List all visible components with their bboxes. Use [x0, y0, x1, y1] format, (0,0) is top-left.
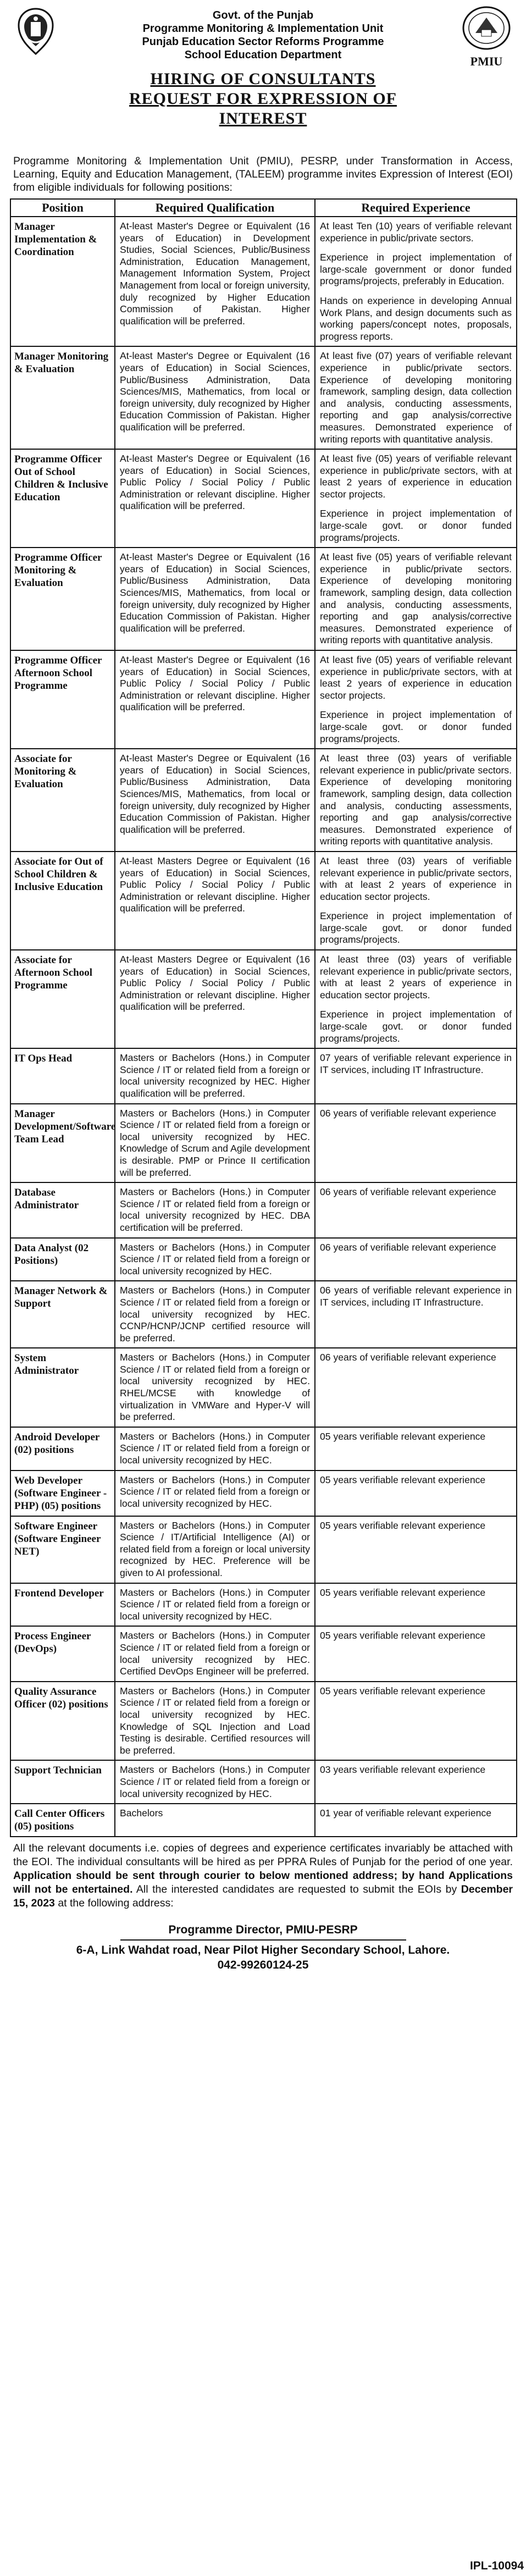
table-row: [10, 346, 517, 449]
experience-cell: [315, 1182, 517, 1237]
experience-cell: [315, 1427, 517, 1471]
qualification-cell: Masters or Bachelors (Hons.) in Computer Science / IT or related field from a foreign or local university recognized by HEC. Knowledge of SQL Injection and Load Testing is desirable. Certified resources will be preferred.: [115, 1682, 315, 1761]
address-block: [10, 1922, 516, 1972]
table-row: [10, 950, 517, 1048]
experience-cell: [315, 449, 517, 548]
experience-paragraph: 03 years verifiable relevant experience: [320, 1764, 486, 1776]
table-row: [10, 749, 517, 852]
qualification-cell: At-least Masters Degree or Equivalent (16 years of Education) in Social Sciences, Public Policy / Social Policy / Public Administration or relevant discipline. Higher qualification will be preferred.: [115, 852, 315, 950]
experience-cell: [315, 852, 517, 950]
qualification-cell: Masters or Bachelors (Hons.) in Computer Science / IT or related field from a foreign or local university recognized by HEC. RHEL/MCSE with knowledge of virtualization in VMWare and Hyper-V will be preferred.: [115, 1348, 315, 1427]
table-row: [10, 548, 517, 650]
table-row: [10, 1583, 517, 1627]
experience-paragraph: 06 years of verifiable relevant experience: [320, 1352, 496, 1363]
position-cell: Programme Officer Monitoring & Evaluation: [10, 548, 115, 650]
table-row: [10, 1104, 517, 1183]
unit-line: Programme Monitoring & Implementation Unit: [142, 23, 384, 35]
position-cell: Programme Officer Out of School Children & Inclusive Education: [10, 449, 115, 548]
position-cell: Call Center Officers (05) positions: [10, 1804, 115, 1837]
table-row: [10, 1626, 517, 1681]
experience-paragraph: 05 years verifiable relevant experience: [320, 1685, 486, 1696]
table-row: [10, 1182, 517, 1237]
experience-cell: [315, 749, 517, 852]
qualification-cell: Masters or Bachelors (Hons.) in Computer Science / IT or related field from a foreign or local university recognized by HEC. DBA certification will be preferred.: [115, 1182, 315, 1237]
table-row: [10, 852, 517, 950]
table-row: [10, 1760, 517, 1804]
position-cell: Database Administrator: [10, 1182, 115, 1237]
experience-paragraph: At least five (07) years of verifiable relevant experience in public/private sectors. Experience of developing monitoring framework, sampling design, data collection and analysis, conducting assessments, reporting and gap analysis/corrective measures. Demonstrated experience of writing reports with quantitative analysis.: [320, 350, 512, 445]
experience-paragraph: At least three (03) years of verifiable relevant experience in public/private sectors. Experience of developing monitoring framework, sampling design, data collection and analysis, conducting assessments, reporting and gap analysis/corrective measures. Demonstrated experience of writing reports with quantitative analysis.: [320, 753, 512, 847]
experience-paragraph: Hands on experience in developing Annual Work Plans, and design documents such as working papers/concept notes, proposals, progress reports.: [320, 295, 512, 342]
experience-cell: [315, 1048, 517, 1103]
deadline: December 15, 2023: [13, 1883, 513, 1910]
table-row: [10, 217, 517, 346]
phone-number: 042-99260124-25: [217, 1959, 309, 1972]
experience-paragraph: Experience in project implementation of large-scale government or donor funded programs/projects, preferably in Education.: [320, 252, 512, 287]
title-eoi: REQUEST FOR EXPRESSION OF INTEREST: [129, 90, 397, 128]
position-cell: Programme Officer Afternoon School Programme: [10, 650, 115, 749]
qualification-cell: Masters or Bachelors (Hons.) in Computer Science / IT or related field from a foreign or local university recognized by HEC. Knowledge of Scrum and Agile development is desirable. PMP or Prince II certification will be preferred.: [115, 1104, 315, 1183]
experience-paragraph: At least three (03) years of verifiable relevant experience in public/private sectors, with at least 2 years of experience in education sector projects.: [320, 954, 512, 1000]
experience-cell: [315, 1104, 517, 1183]
header-position: Position: [10, 199, 115, 217]
qualification-cell: Masters or Bachelors (Hons.) in Computer Science / IT or related field from a foreign or local university recognized by HEC.: [115, 1471, 315, 1516]
experience-cell: [315, 1281, 517, 1348]
table-row: [10, 1048, 517, 1103]
qualification-cell: Masters or Bachelors (Hons.) in Computer Science / IT or related field from a foreign or local university recognized by HEC.: [115, 1760, 315, 1804]
pmiu-label: PMIU: [470, 54, 503, 68]
table-header-row: [10, 199, 517, 217]
qualification-cell: Masters or Bachelors (Hons.) in Computer Science / IT or related field from a foreign or local university recognized by HEC. Certified DevOps Engineer will be preferred.: [115, 1626, 315, 1681]
pmiu-seal-icon: [462, 5, 511, 51]
position-cell: Frontend Developer: [10, 1583, 115, 1627]
positions-table: [10, 198, 517, 1837]
address-line1: Programme Director, PMIU-PESRP: [168, 1923, 358, 1937]
title-hiring: HIRING OF CONSULTANTS: [150, 70, 376, 88]
position-cell: Process Engineer (DevOps): [10, 1626, 115, 1681]
header: [10, 5, 516, 151]
qualification-cell: At-least Master's Degree or Equivalent (16 years of Education) in Social Sciences, Public/Business Administration, Data Sciences/MIS, Mathematics, from local or foreign university, duly recognized by Higher Education Commission of Pakistan. Higher qualification will be preferred.: [115, 749, 315, 852]
qualification-cell: At-least Masters Degree or Equivalent (16 years of Education) in Social Sciences, Public Policy / Social Policy / Public Administration or relevant discipline. Higher qualification will be preferred.: [115, 950, 315, 1048]
experience-cell: [315, 950, 517, 1048]
experience-cell: [315, 1471, 517, 1516]
experience-paragraph: Experience in project implementation of large-scale govt. or donor funded programs/projects.: [320, 709, 512, 744]
qualification-cell: Masters or Bachelors (Hons.) in Computer Science / IT or related field from a foreign or local university recognized by HEC. CCNP/HCNP/JCNP certified resource will be preferred.: [115, 1281, 315, 1348]
position-cell: Associate for Out of School Children & Inclusive Education: [10, 852, 115, 950]
experience-paragraph: 05 years verifiable relevant experience: [320, 1586, 486, 1598]
experience-paragraph: 01 year of verifiable relevant experience: [320, 1807, 491, 1819]
experience-paragraph: Experience in project implementation of large-scale govt. or donor funded programs/projects.: [320, 910, 512, 946]
qualification-cell: At-least Master's Degree or Equivalent (16 years of Education) in Social Sciences, Public Policy / Social Policy / Public Administration or relevant discipline. Higher qualification will be preferred.: [115, 449, 315, 548]
govt-line: Govt. of the Punjab: [212, 9, 314, 21]
experience-paragraph: At least Ten (10) years of verifiable relevant experience in public/private sectors.: [320, 220, 512, 244]
position-cell: Associate for Monitoring & Evaluation: [10, 749, 115, 852]
qualification-cell: At-least Master's Degree or Equivalent (16 years of Education) in Social Sciences, Public Policy / Social Policy / Public Administration or relevant discipline. Higher qualification will be preferred.: [115, 650, 315, 749]
programme-line: Punjab Education Sector Reforms Programme: [142, 36, 384, 48]
experience-cell: [315, 1682, 517, 1761]
experience-paragraph: Experience in project implementation of large-scale govt. or donor funded programs/projects.: [320, 1009, 512, 1044]
advertisement: [10, 5, 516, 1972]
punjab-emblem-icon: [14, 8, 57, 55]
header-qualification: Required Qualification: [115, 199, 315, 217]
experience-cell: [315, 1804, 517, 1837]
experience-paragraph: At least five (05) years of verifiable relevant experience in public/private sectors, with at least 2 years of experience in education sector projects.: [320, 654, 512, 701]
table-row: [10, 1682, 517, 1761]
experience-paragraph: 06 years of verifiable relevant experience: [320, 1186, 496, 1198]
table-row: [10, 1281, 517, 1348]
closing-text: All the relevant documents i.e. copies of degrees and experience certificates invariably be attached with the EOI. The individual consultants will be hired as per PPRA Rules of Punjab for the period of one year.: [13, 1842, 513, 1869]
closing-text-after: All the interested candidates are requested to submit the EOIs by: [136, 1883, 457, 1896]
position-cell: Web Developer (Software Engineer - PHP) (05) positions: [10, 1471, 115, 1516]
experience-paragraph: At least five (05) years of verifiable relevant experience in public/private sectors, with at least 2 years of experience in education sector projects.: [320, 453, 512, 500]
table-row: [10, 1427, 517, 1471]
table-row: [10, 1238, 517, 1281]
closing-text-end: at the following address:: [58, 1897, 174, 1910]
experience-cell: [315, 1516, 517, 1583]
experience-paragraph: 05 years verifiable relevant experience: [320, 1430, 486, 1442]
experience-cell: [315, 650, 517, 749]
position-cell: Associate for Afternoon School Programme: [10, 950, 115, 1048]
position-cell: Manager Monitoring & Evaluation: [10, 346, 115, 449]
table-row: [10, 1804, 517, 1837]
qualification-cell: Masters or Bachelors (Hons.) in Computer Science / IT or related field from a foreign or local university recognized by HEC.: [115, 1583, 315, 1627]
experience-paragraph: Experience in project implementation of large-scale govt. or donor funded programs/projects.: [320, 508, 512, 543]
table-row: [10, 1516, 517, 1583]
experience-cell: [315, 1238, 517, 1281]
title: [109, 69, 417, 129]
closing-strong-text: Application should be sent through courier to below mentioned address; by hand Applications will not be entertained.: [13, 1870, 513, 1896]
experience-paragraph: 06 years of verifiable relevant experience in IT services, including IT Infrastructure.: [320, 1285, 512, 1308]
ipl-number: IPL-10094: [469, 2560, 524, 2572]
experience-paragraph: 06 years of verifiable relevant experience: [320, 1107, 496, 1119]
table-row: [10, 1471, 517, 1516]
qualification-cell: At-least Master's Degree or Equivalent (16 years of Education) in Social Sciences, Public/Business Administration, Data Sciences/MIS, Mathematics, from local or foreign university, duly recognized by Higher Education Commission of Pakistan. Higher qualification will be preferred.: [115, 548, 315, 650]
position-cell: Android Developer (02) positions: [10, 1427, 115, 1471]
experience-cell: [315, 217, 517, 346]
experience-paragraph: 05 years verifiable relevant experience: [320, 1474, 486, 1485]
position-cell: Manager Implementation & Coordination: [10, 217, 115, 346]
qualification-cell: Bachelors: [115, 1804, 315, 1837]
experience-paragraph: At least three (03) years of verifiable relevant experience in public/private sectors, with at least 2 years of experience in education sector projects.: [320, 855, 512, 902]
address-line2: 6-A, Link Wahdat road, Near Pilot Higher Secondary School, Lahore.: [76, 1944, 450, 1957]
position-cell: Support Technician: [10, 1760, 115, 1804]
position-cell: Manager Network & Support: [10, 1281, 115, 1348]
experience-paragraph: 06 years of verifiable relevant experience: [320, 1241, 496, 1253]
position-cell: Quality Assurance Officer (02) positions: [10, 1682, 115, 1761]
experience-cell: [315, 346, 517, 449]
experience-paragraph: 07 years of verifiable relevant experience in IT services, including IT Infrastructure.: [320, 1052, 512, 1075]
qualification-cell: Masters or Bachelors (Hons.) in Computer Science / IT/Artificial Intelligence (AI) or related field from a foreign or local university recognized by HEC. Preference will be given to AI professional.: [115, 1516, 315, 1583]
experience-cell: [315, 1583, 517, 1627]
position-cell: IT Ops Head: [10, 1048, 115, 1103]
divider: [120, 1939, 406, 1941]
header-experience: Required Experience: [315, 199, 517, 217]
qualification-cell: Masters or Bachelors (Hons.) in Computer Science / IT or related field from a foreign or local university recognized by HEC. Higher qualification will be preferred.: [115, 1048, 315, 1103]
table-row: [10, 1348, 517, 1427]
experience-cell: [315, 1626, 517, 1681]
pmiu-logo: [460, 5, 513, 67]
table-row: [10, 449, 517, 548]
experience-cell: [315, 548, 517, 650]
intro-paragraph: Programme Monitoring & Implementation Unit (PMIU), PESRP, under Transformation in Access, Learning, Equity and Education Management, (TALEEM) programme invites Expression of Interest (EOI) from eligible individuals for following positions:: [13, 155, 513, 194]
header-text: [10, 5, 516, 62]
experience-paragraph: 05 years verifiable relevant experience: [320, 1519, 486, 1531]
position-cell: Software Engineer (Software Engineer NET): [10, 1516, 115, 1583]
qualification-cell: Masters or Bachelors (Hons.) in Computer Science / IT or related field from a foreign or local university recognized by HEC.: [115, 1427, 315, 1471]
experience-cell: [315, 1760, 517, 1804]
experience-paragraph: 05 years verifiable relevant experience: [320, 1630, 486, 1641]
qualification-cell: At-least Master's Degree or Equivalent (16 years of Education) in Development Studies, Social Sciences, Public/Business Administration, Education Management, Management Information System, Project Management from local or foreign university, duly recognized by Higher Education Commission of Pakistan. Higher qualification will be preferred.: [115, 217, 315, 346]
position-cell: Data Analyst (02 Positions): [10, 1238, 115, 1281]
experience-paragraph: At least five (05) years of verifiable relevant experience in public/private sectors. Experience of developing monitoring framework, sampling design, data collection and analysis, conducting assessments, reporting and gap analysis/corrective measures. Demonstrated experience of writing reports with quantitative analysis.: [320, 551, 512, 646]
position-cell: Manager Development/Software Team Lead: [10, 1104, 115, 1183]
experience-cell: [315, 1348, 517, 1427]
table-row: [10, 650, 517, 749]
qualification-cell: Masters or Bachelors (Hons.) in Computer Science / IT or related field from a foreign or local university recognized by HEC.: [115, 1238, 315, 1281]
department-line: School Education Department: [184, 49, 342, 61]
qualification-cell: At-least Master's Degree or Equivalent (16 years of Education) in Social Sciences, Public/Business Administration, Data Sciences/MIS, Mathematics, from local or foreign university, duly recognized by Higher Education Commission of Pakistan. Higher qualification will be preferred.: [115, 346, 315, 449]
position-cell: System Administrator: [10, 1348, 115, 1427]
closing-paragraph: [13, 1842, 513, 1910]
